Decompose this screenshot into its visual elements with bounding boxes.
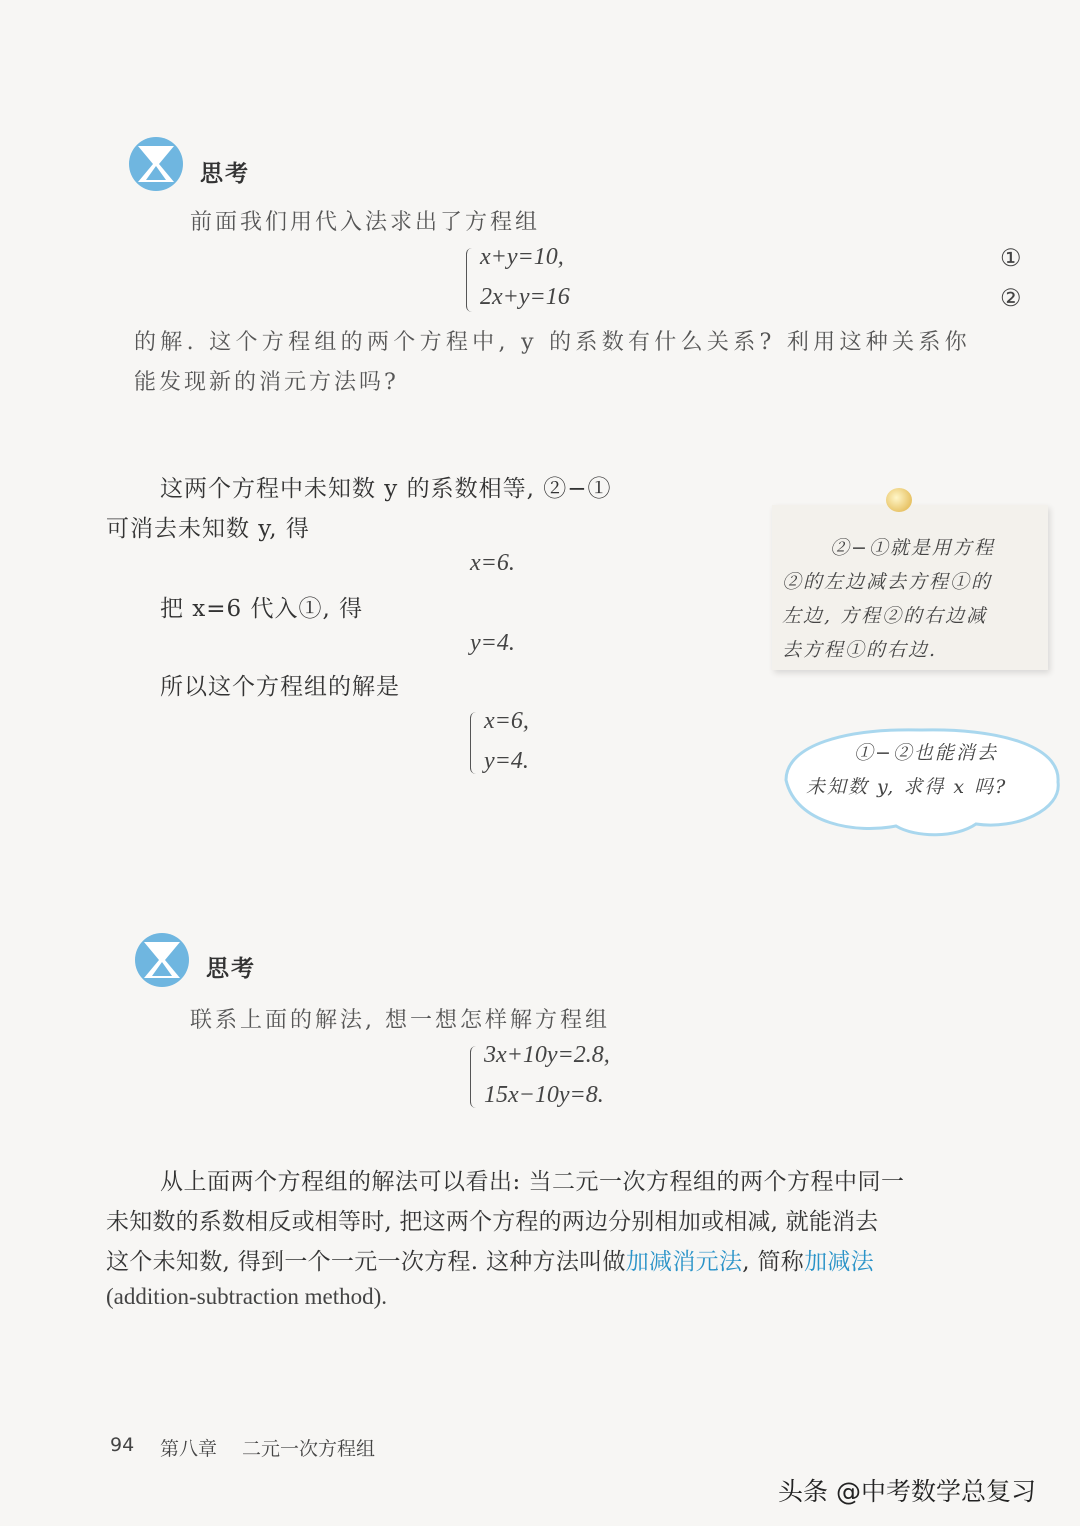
- conclusion-line3-b: , 简称: [742, 1249, 805, 1275]
- sticky-note: [772, 505, 1048, 670]
- think-label-1: 思考: [200, 161, 250, 187]
- conclusion-line3-a: 这个未知数, 得到一个一元一次方程. 这种方法叫做: [106, 1249, 626, 1275]
- think1-eq1: x+y=10,: [480, 244, 564, 270]
- solution-result-x: x=6.: [470, 550, 515, 576]
- note1-line1: ②−①就是用方程: [830, 537, 995, 559]
- solution-x: x=6,: [484, 708, 529, 734]
- solution-system: [470, 706, 590, 786]
- think-label-2: 思考: [206, 956, 256, 982]
- watermark: 头条 @中考数学总复习: [778, 1477, 1036, 1506]
- note2-line1: ①−②也能消去: [854, 742, 998, 764]
- cloud-note: [776, 720, 1066, 840]
- pin-icon: [886, 488, 912, 512]
- note2-line2: 未知数 y, 求得 x 吗?: [806, 776, 1008, 798]
- conclusion-line3: [106, 1243, 874, 1276]
- chapter-title: 二元一次方程组: [242, 1438, 376, 1460]
- term-addition-subtraction: 加减法: [804, 1249, 874, 1275]
- note1-line2: ②的左边减去方程①的: [782, 571, 993, 593]
- think2-eq2: 15x−10y=8.: [484, 1082, 604, 1108]
- solution-line4: 所以这个方程组的解是: [160, 674, 400, 700]
- page-number: 94: [110, 1434, 135, 1456]
- conclusion-line2: 未知数的系数相反或相等时, 把这两个方程的两边分别相加或相减, 就能消去: [106, 1209, 879, 1235]
- think-icon-1: [126, 136, 186, 192]
- think2-equation-system: [470, 1040, 690, 1120]
- solution-result-y: y=4.: [470, 630, 515, 656]
- solution-line3: 把 x=6 代入①, 得: [160, 596, 364, 622]
- eq2-number: ②: [1000, 286, 1022, 312]
- think1-equation-system: [466, 242, 666, 322]
- conclusion-line1: 从上面两个方程组的解法可以看出: 当二元一次方程组的两个方程中同一: [160, 1169, 905, 1195]
- think1-intro: 前面我们用代入法求出了方程组: [190, 210, 541, 235]
- chapter-label: 第八章: [160, 1438, 218, 1460]
- solution-line2: 可消去未知数 y, 得: [106, 516, 310, 542]
- solution-line1: 这两个方程中未知数 y 的系数相等, ②−①: [160, 476, 612, 502]
- think-icon: [126, 136, 186, 192]
- term-addition-subtraction-elimination: 加减消元法: [625, 1249, 743, 1275]
- think-icon: [132, 932, 192, 988]
- think1-question-line2: 能发现新的消元方法吗?: [134, 370, 399, 395]
- think1-eq2: 2x+y=16: [480, 284, 570, 310]
- note1-line3: 左边, 方程②的右边减: [782, 605, 988, 627]
- think1-question-line1: 的解. 这个方程组的两个方程中, y 的系数有什么关系? 利用这种关系你: [134, 330, 971, 355]
- solution-y: y=4.: [484, 748, 529, 774]
- think-icon-2: [132, 932, 192, 988]
- conclusion-line4: (addition-subtraction method).: [106, 1284, 388, 1309]
- think2-intro: 联系上面的解法, 想一想怎样解方程组: [190, 1008, 610, 1033]
- eq1-number: ①: [1000, 246, 1022, 272]
- note1-line4: 去方程①的右边.: [782, 639, 938, 661]
- think2-eq1: 3x+10y=2.8,: [484, 1042, 610, 1068]
